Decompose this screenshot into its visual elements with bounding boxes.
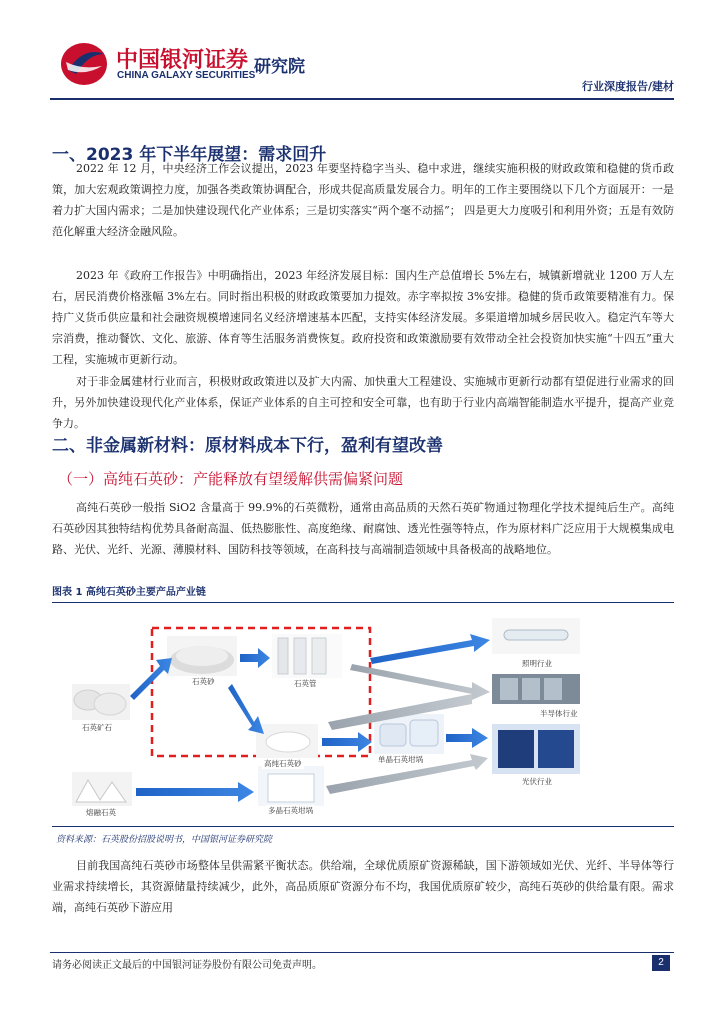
photovoltaic-photo (492, 724, 580, 774)
arrow-tube-to-lighting (370, 634, 490, 664)
subsection-paragraph-1: 高纯石英砂一般指 SiO2 含量高于 99.9%的石英微粉，通常由高品质的天然石英矿物通过物理化学技术提纯后生产。高纯石英砂因其独特结构优势具备耐高温、低热膨胀性、高度绝缘、耐腐蚀、透光性强等特点，作为原材料广泛应用于大规模集成电路、光伏、光纤、光源、薄膜材料、国防科技等领域，在高科技与高端制造领域中具备极高的战略地位。 (52, 501, 674, 556)
brand-name-en: CHINA GALAXY SECURITIES (117, 70, 256, 81)
subsection-title: （一）高纯石英砂：产能释放有望缓解供需偏紧问题 (58, 470, 404, 488)
node-quartz-tube: 石英管 (294, 679, 317, 688)
section-1-title: 一、2023 年下半年展望：需求回升 (52, 145, 327, 165)
brand-name-cn: 中国银河证券 (116, 48, 249, 73)
section-1-paragraph-2: 2023 年《政府工作报告》中明确指出，2023 年经济发展目标：国内生产总值增长 5%左右，城镇新增就业 1200 万人左右，居民消费价格涨幅 3%左右。同时指出积极的财政政策要加力提效。赤字率拟按 3%安排。稳健的货币政策要精准有力。保持广义货币供应量和社会融资规模增速同名义经济增速基本匹配，支持实体经济发展。多渠道增加城乡居民收入。稳定汽车等大宗消费，推动餐饮、文化、旅游、体育等生活服务消费恢复。政府投资和政策激励要有效带动全社会投资加快实施“十四五”重大工程，实施城市更新行动。 (52, 269, 674, 366)
figure-source: 资料来源：石英股份招股说明书，中国银河证券研究院 (56, 835, 273, 845)
node-semiconductor: 半导体行业 (540, 709, 578, 718)
fused-quartz-photo (72, 772, 132, 806)
node-quartz-ore: 石英矿石 (82, 723, 112, 732)
section-1-paragraph-3: 对于非金属建材行业而言，积极财政政策进以及扩大内需、加快重大工程建设、实施城市更新行动都有望促进行业需求的回升，另外加快建设现代化产业体系，保证产业体系的自主可控和安全可靠，也有助于行业内高端智能制造水平提升，提高产业竞争力。 (52, 375, 674, 430)
footer-divider (50, 952, 674, 953)
brand-institute: 研究院 (254, 57, 305, 77)
china-galaxy-logo-icon (58, 40, 110, 88)
figure-bottom-rule (52, 826, 674, 827)
node-quartz-sand: 石英砂 (192, 677, 215, 686)
node-multi-crucible: 多晶石英坩埚 (268, 806, 313, 815)
arrow-fused-to-multi (136, 782, 254, 802)
subsection-paragraph-2: 目前我国高纯石英砂市场整体呈供需紧平衡状态。供给端，全球优质原矿资源稀缺，国下游领域如光伏、光纤、半导体等行业需求持续增长，其资源储量持续减少，此外，高品质原矿资源分布不均，我国优质原矿较少，高纯石英砂的供给量有限。需求端，高纯石英砂下游应用 (52, 859, 674, 914)
section-1-paragraph-1: 2022 年 12 月，中央经济工作会议提出，2023 年要坚持稳字当头、稳中求进，继续实施积极的财政政策和稳健的货币政策，加大宏观政策调控力度，加强各类政策协调配合，形成共促高质量发展合力。明年的工作主要围绕以下几个方面展开：一是着力扩大国内需求；二是加快建设现代化产业体系；三是切实落实“两个毫不动摇”； 四是更大力度吸引和利用外资；五是有效防范化解重大经济金融风险。 (52, 162, 674, 238)
footer-disclaimer: 请务必阅读正文最后的中国银河证券股份有限公司免责声明。 (52, 960, 322, 971)
quartz-sand-photo (167, 636, 237, 676)
node-hp-quartz-sand: 高纯石英砂 (264, 759, 302, 768)
page-number: 2 (652, 955, 670, 971)
node-single-crucible: 单晶石英坩埚 (378, 755, 423, 764)
arrow-sand-to-tube (240, 648, 270, 668)
page-header (0, 0, 724, 100)
arrow-sand-to-hp (228, 684, 264, 734)
industry-chain-diagram (52, 604, 674, 824)
multi-crucible-photo (258, 766, 324, 806)
arrow-hp-to-single-crucible (322, 732, 372, 752)
arrow-single-to-pv (446, 728, 488, 748)
figure-top-rule (52, 602, 674, 603)
header-divider (50, 98, 674, 100)
quartz-tube-photo (272, 634, 342, 678)
hp-quartz-sand-photo (256, 724, 318, 758)
figure-label: 图表 1 高纯石英砂主要产品产业链 (52, 587, 206, 598)
node-lighting: 照明行业 (522, 659, 552, 668)
diagram-canvas (52, 604, 674, 824)
report-type: 行业深度报告/建材 (581, 80, 674, 93)
quartz-ore-photo (72, 684, 130, 720)
node-fused-quartz: 熔融石英 (86, 808, 116, 817)
semiconductor-photo (492, 674, 580, 704)
lighting-photo (492, 618, 580, 654)
node-photovoltaic: 光伏行业 (522, 777, 552, 786)
section-2-title: 二、非金属新材料：原材料成本下行，盈利有望改善 (52, 436, 443, 456)
